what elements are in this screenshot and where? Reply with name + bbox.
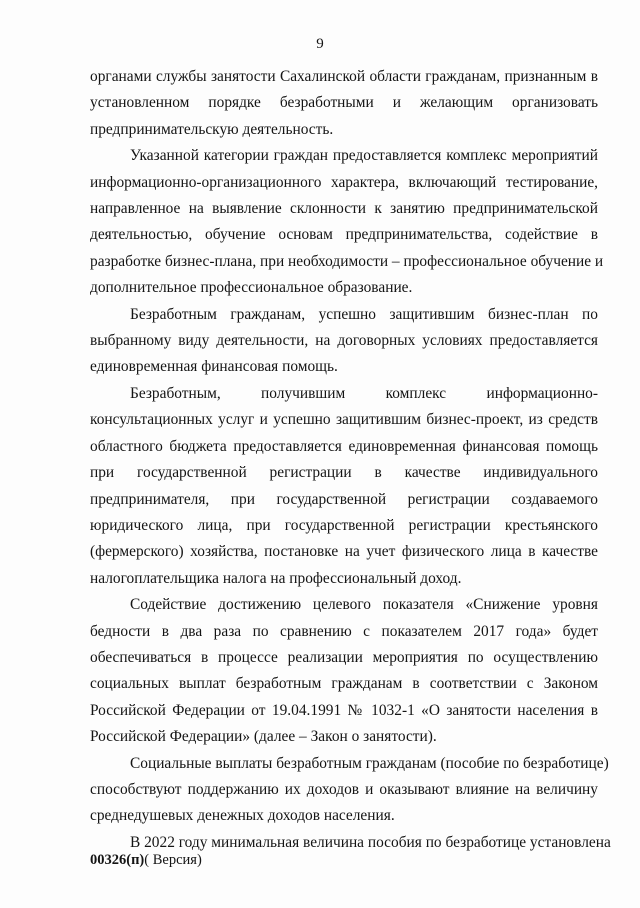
text-line: Социальные выплаты безработным гражданам (пособие по безработице) [130, 754, 609, 772]
text-line: установленном порядке безработными и желающим организовать [90, 94, 598, 112]
paragraph [90, 751, 609, 830]
text-line: налогоплательщика налога на профессиональный доход. [90, 569, 462, 587]
page-number: 9 [316, 36, 324, 52]
text-line: разработке бизнес-плана, при необходимости – профессиональное обучение и [90, 252, 604, 270]
text-line: способствуют поддержанию их доходов и оказывают влияние на величину [90, 780, 598, 798]
text-line: социальных выплат безработным гражданам в соответствии с Законом [90, 675, 598, 693]
text-line: направленное на выявление склонности к занятию предпринимательской [90, 200, 598, 218]
text-line: органами службы занятости Сахалинской области гражданам, признанным в [90, 68, 598, 85]
text-line: предпринимательскую деятельность. [90, 120, 334, 138]
text-line: консультационных услуг и успешно защитившим бизнес-проект, из средств [90, 411, 598, 429]
document-body [90, 64, 611, 856]
text-line: выбранному виду деятельности, на договорных условиях предоставляется [90, 332, 598, 350]
document-version: ( Версия) [144, 852, 202, 868]
text-line: дополнительное профессиональное образование. [90, 279, 413, 297]
text-line: при государственной регистрации в качестве индивидуального [90, 464, 598, 482]
paragraph [90, 64, 598, 143]
text-line: обеспечиваться в процессе реализации мероприятия по осуществлению [90, 648, 598, 666]
text-line: Безработным гражданам, успешно защитившим бизнес-план по [130, 305, 598, 323]
text-line: информационно-организационного характера, включающий тестирование, [90, 173, 598, 191]
text-line: Указанной категории граждан предоставляется комплекс мероприятий [130, 147, 598, 165]
text-line: Российской Федерации от 19.04.1991 № 1032-1 «О занятости населения в [90, 701, 598, 719]
text-line: В 2022 году минимальная величина пособия по безработице установлена [130, 833, 611, 851]
text-line: Безработным, получившим комплекс информационно- [130, 384, 598, 402]
text-line: Содействие достижению целевого показателя «Снижение уровня [130, 596, 598, 614]
footer [90, 852, 202, 869]
paragraph [90, 302, 598, 381]
text-line: деятельностью, обучение основам предпринимательства, содействие в [90, 226, 598, 244]
paragraph [90, 592, 598, 750]
paragraph [90, 381, 598, 592]
text-line: (фермерского) хозяйства, постановке на учет физического лица в качестве [90, 543, 598, 561]
paragraph [90, 143, 604, 301]
text-line: областного бюджета предоставляется единовременная финансовая помощь [90, 437, 598, 455]
text-line: единовременная финансовая помощь. [90, 358, 338, 376]
text-line: Российской Федерации» (далее – Закон о занятости). [90, 728, 437, 746]
text-line: юридического лица, при государственной регистрации крестьянского [90, 516, 598, 534]
text-line: бедности в два раза по сравнению с показателем 2017 года» будет [90, 622, 598, 640]
document-code: 00326(п) [90, 852, 145, 868]
text-line: предпринимателя, при государственной регистрации создаваемого [90, 490, 598, 508]
text-line: среднедушевых денежных доходов населения. [90, 807, 395, 825]
